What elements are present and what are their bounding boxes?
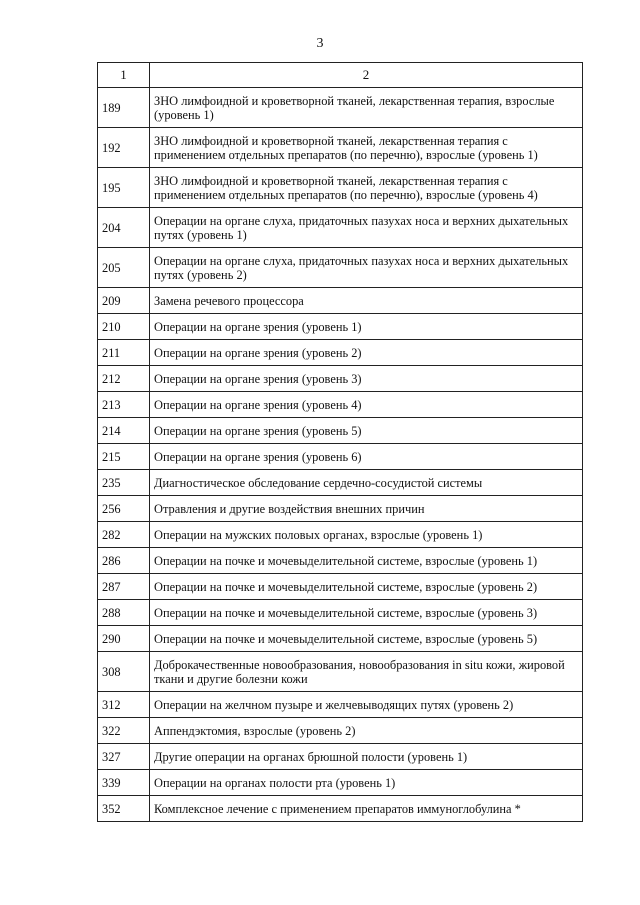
table-row (98, 392, 583, 418)
row-description: Операции на органе слуха, придаточных пазухах носа и верхних дыхательных путях (уровень 1) (150, 208, 583, 248)
row-description: Операции на органе слуха, придаточных пазухах носа и верхних дыхательных путях (уровень 2) (150, 248, 583, 288)
row-code: 210 (98, 314, 150, 340)
row-code: 286 (98, 548, 150, 574)
row-code: 214 (98, 418, 150, 444)
row-code: 312 (98, 692, 150, 718)
table-row (98, 770, 583, 796)
table-row (98, 522, 583, 548)
row-description: Операции на почке и мочевыделительной системе, взрослые (уровень 2) (150, 574, 583, 600)
table-row (98, 574, 583, 600)
table-row (98, 366, 583, 392)
row-description: ЗНО лимфоидной и кроветворной тканей, лекарственная терапия с применением отдельных препаратов (по перечню), взрослые (уровень 4) (150, 168, 583, 208)
table-row (98, 796, 583, 822)
row-code: 339 (98, 770, 150, 796)
row-code: 205 (98, 248, 150, 288)
row-description: Операции на органе зрения (уровень 1) (150, 314, 583, 340)
column-header-2: 2 (150, 63, 583, 88)
table-row (98, 168, 583, 208)
row-code: 212 (98, 366, 150, 392)
row-description: Операции на почке и мочевыделительной системе, взрослые (уровень 1) (150, 548, 583, 574)
row-code: 209 (98, 288, 150, 314)
table-row (98, 128, 583, 168)
row-description: ЗНО лимфоидной и кроветворной тканей, лекарственная терапия, взрослые (уровень 1) (150, 88, 583, 128)
row-description: Операции на органе зрения (уровень 3) (150, 366, 583, 392)
table-row (98, 418, 583, 444)
table-header-row (98, 63, 583, 88)
row-code: 192 (98, 128, 150, 168)
row-description: Диагностическое обследование сердечно-сосудистой системы (150, 470, 583, 496)
table-row (98, 248, 583, 288)
row-description: Операции на желчном пузыре и желчевыводящих путях (уровень 2) (150, 692, 583, 718)
page-number: 3 (316, 36, 324, 51)
table-row (98, 288, 583, 314)
table-row (98, 470, 583, 496)
table-row (98, 548, 583, 574)
row-description: Операции на почке и мочевыделительной системе, взрослые (уровень 5) (150, 626, 583, 652)
row-code: 327 (98, 744, 150, 770)
row-description: Операции на органах полости рта (уровень 1) (150, 770, 583, 796)
ksg-table (97, 62, 583, 822)
table-row (98, 744, 583, 770)
table-row (98, 444, 583, 470)
row-code: 215 (98, 444, 150, 470)
row-code: 256 (98, 496, 150, 522)
row-code: 213 (98, 392, 150, 418)
row-code: 308 (98, 652, 150, 692)
row-description: Операции на органе зрения (уровень 6) (150, 444, 583, 470)
table-row (98, 652, 583, 692)
table-row (98, 88, 583, 128)
row-code: 195 (98, 168, 150, 208)
row-description: Операции на органе зрения (уровень 5) (150, 418, 583, 444)
row-code: 211 (98, 340, 150, 366)
row-code: 189 (98, 88, 150, 128)
table-row (98, 600, 583, 626)
row-description: ЗНО лимфоидной и кроветворной тканей, лекарственная терапия с применением отдельных препаратов (по перечню), взрослые (уровень 1) (150, 128, 583, 168)
table-row (98, 208, 583, 248)
row-description: Операции на почке и мочевыделительной системе, взрослые (уровень 3) (150, 600, 583, 626)
row-description: Операции на органе зрения (уровень 2) (150, 340, 583, 366)
row-description: Аппендэктомия, взрослые (уровень 2) (150, 718, 583, 744)
row-description: Отравления и другие воздействия внешних причин (150, 496, 583, 522)
table-row (98, 692, 583, 718)
row-description: Операции на органе зрения (уровень 4) (150, 392, 583, 418)
row-description: Другие операции на органах брюшной полости (уровень 1) (150, 744, 583, 770)
row-description: Комплексное лечение с применением препаратов иммуноглобулина * (150, 796, 583, 822)
row-description: Операции на мужских половых органах, взрослые (уровень 1) (150, 522, 583, 548)
row-code: 322 (98, 718, 150, 744)
row-code: 352 (98, 796, 150, 822)
row-code: 235 (98, 470, 150, 496)
table-row (98, 314, 583, 340)
row-code: 282 (98, 522, 150, 548)
row-description: Замена речевого процессора (150, 288, 583, 314)
row-code: 288 (98, 600, 150, 626)
row-code: 290 (98, 626, 150, 652)
row-code: 287 (98, 574, 150, 600)
table-row (98, 626, 583, 652)
row-description: Доброкачественные новообразования, новообразования in situ кожи, жировой ткани и другие болезни кожи (150, 652, 583, 692)
column-header-1: 1 (98, 63, 150, 88)
table-row (98, 718, 583, 744)
table-row (98, 496, 583, 522)
table-row (98, 340, 583, 366)
row-code: 204 (98, 208, 150, 248)
